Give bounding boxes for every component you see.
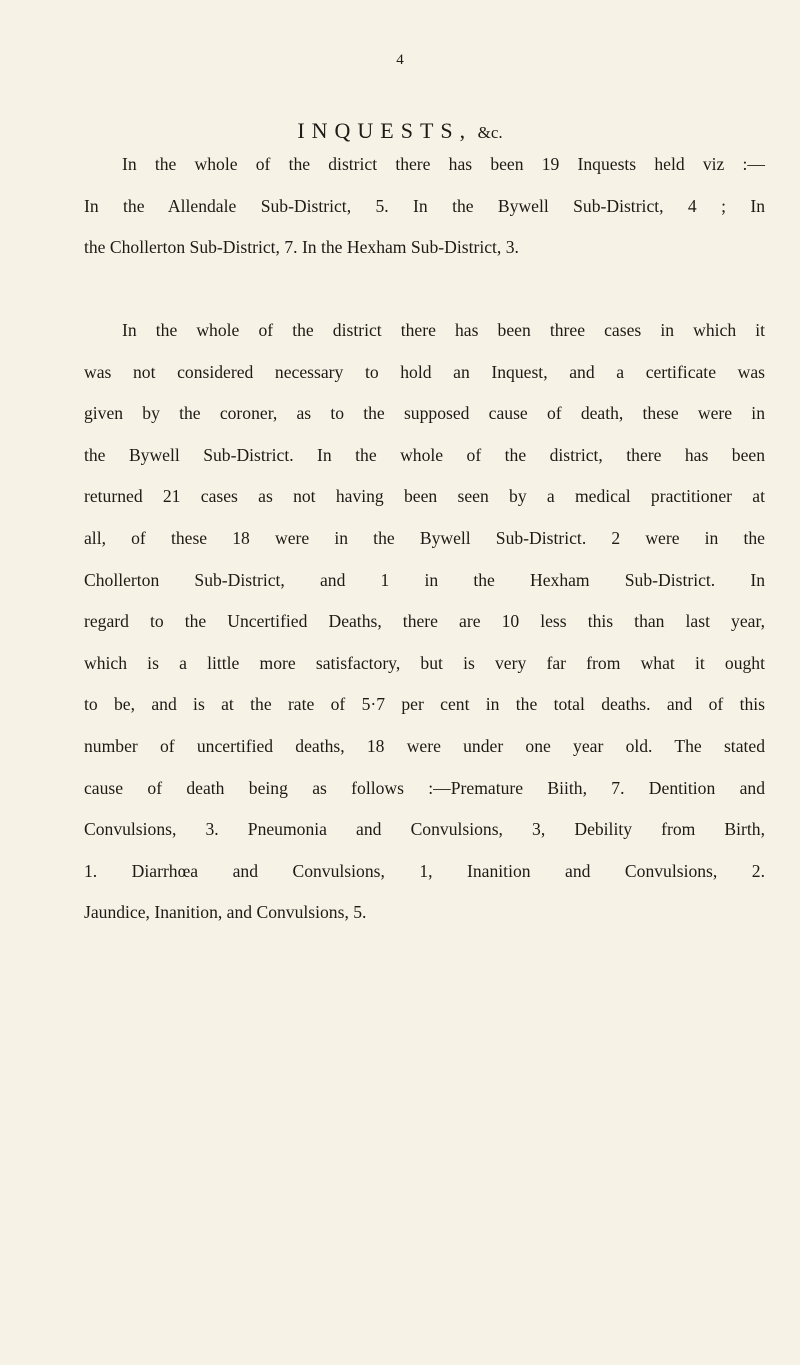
text-line: was not considered necessary to hold an Inquest, and a certificate was [84, 361, 765, 382]
text-line: which is a little more satisfactory, but is very far from what it ought [84, 652, 765, 673]
text-line: cause of death being as follows :—Premature Biith, 7. Dentition and [84, 777, 765, 798]
text-line: Convulsions, 3. Pneumonia and Convulsions, 3, Debility from Birth, [84, 819, 765, 840]
text-line: returned 21 cases as not having been seen by a medical practitioner at [84, 486, 765, 507]
text-line: regard to the Uncertified Deaths, there are 10 less this than last year, [84, 611, 765, 632]
text-line: Chollerton Sub-District, and 1 in the Hexham Sub-District. In [84, 569, 765, 590]
paragraph-uncertified-deaths [84, 310, 765, 934]
text-line: the Chollerton Sub-District, 7. In the Hexham Sub-District, 3. [84, 237, 519, 258]
page-number: 4 [396, 52, 404, 68]
text-line: the Bywell Sub-District. In the whole of the district, there has been [84, 444, 765, 465]
text-line: all, of these 18 were in the Bywell Sub-District. 2 were in the [84, 527, 765, 548]
paragraph-inquests-count [84, 144, 765, 269]
text-line: In the whole of the district there has been 19 Inquests held viz :— [122, 154, 765, 174]
text-line: 1. Diarrhœa and Convulsions, 1, Inanition and Convulsions, 2. [84, 860, 765, 881]
text-line: to be, and is at the rate of 5·7 per cent in the total deaths. and of this [84, 694, 765, 715]
text-line: given by the coroner, as to the supposed cause of death, these were in [84, 403, 765, 424]
heading-title: INQUESTS, [297, 118, 473, 143]
text-line: Jaundice, Inanition, and Convulsions, 5. [84, 902, 367, 923]
heading-suffix: &c. [477, 123, 503, 142]
text-line: number of uncertified deaths, 18 were under one year old. The stated [84, 735, 765, 756]
text-line: In the whole of the district there has been three cases in which it [122, 320, 765, 340]
text-line: In the Allendale Sub-District, 5. In the Bywell Sub-District, 4 ; In [84, 195, 765, 216]
